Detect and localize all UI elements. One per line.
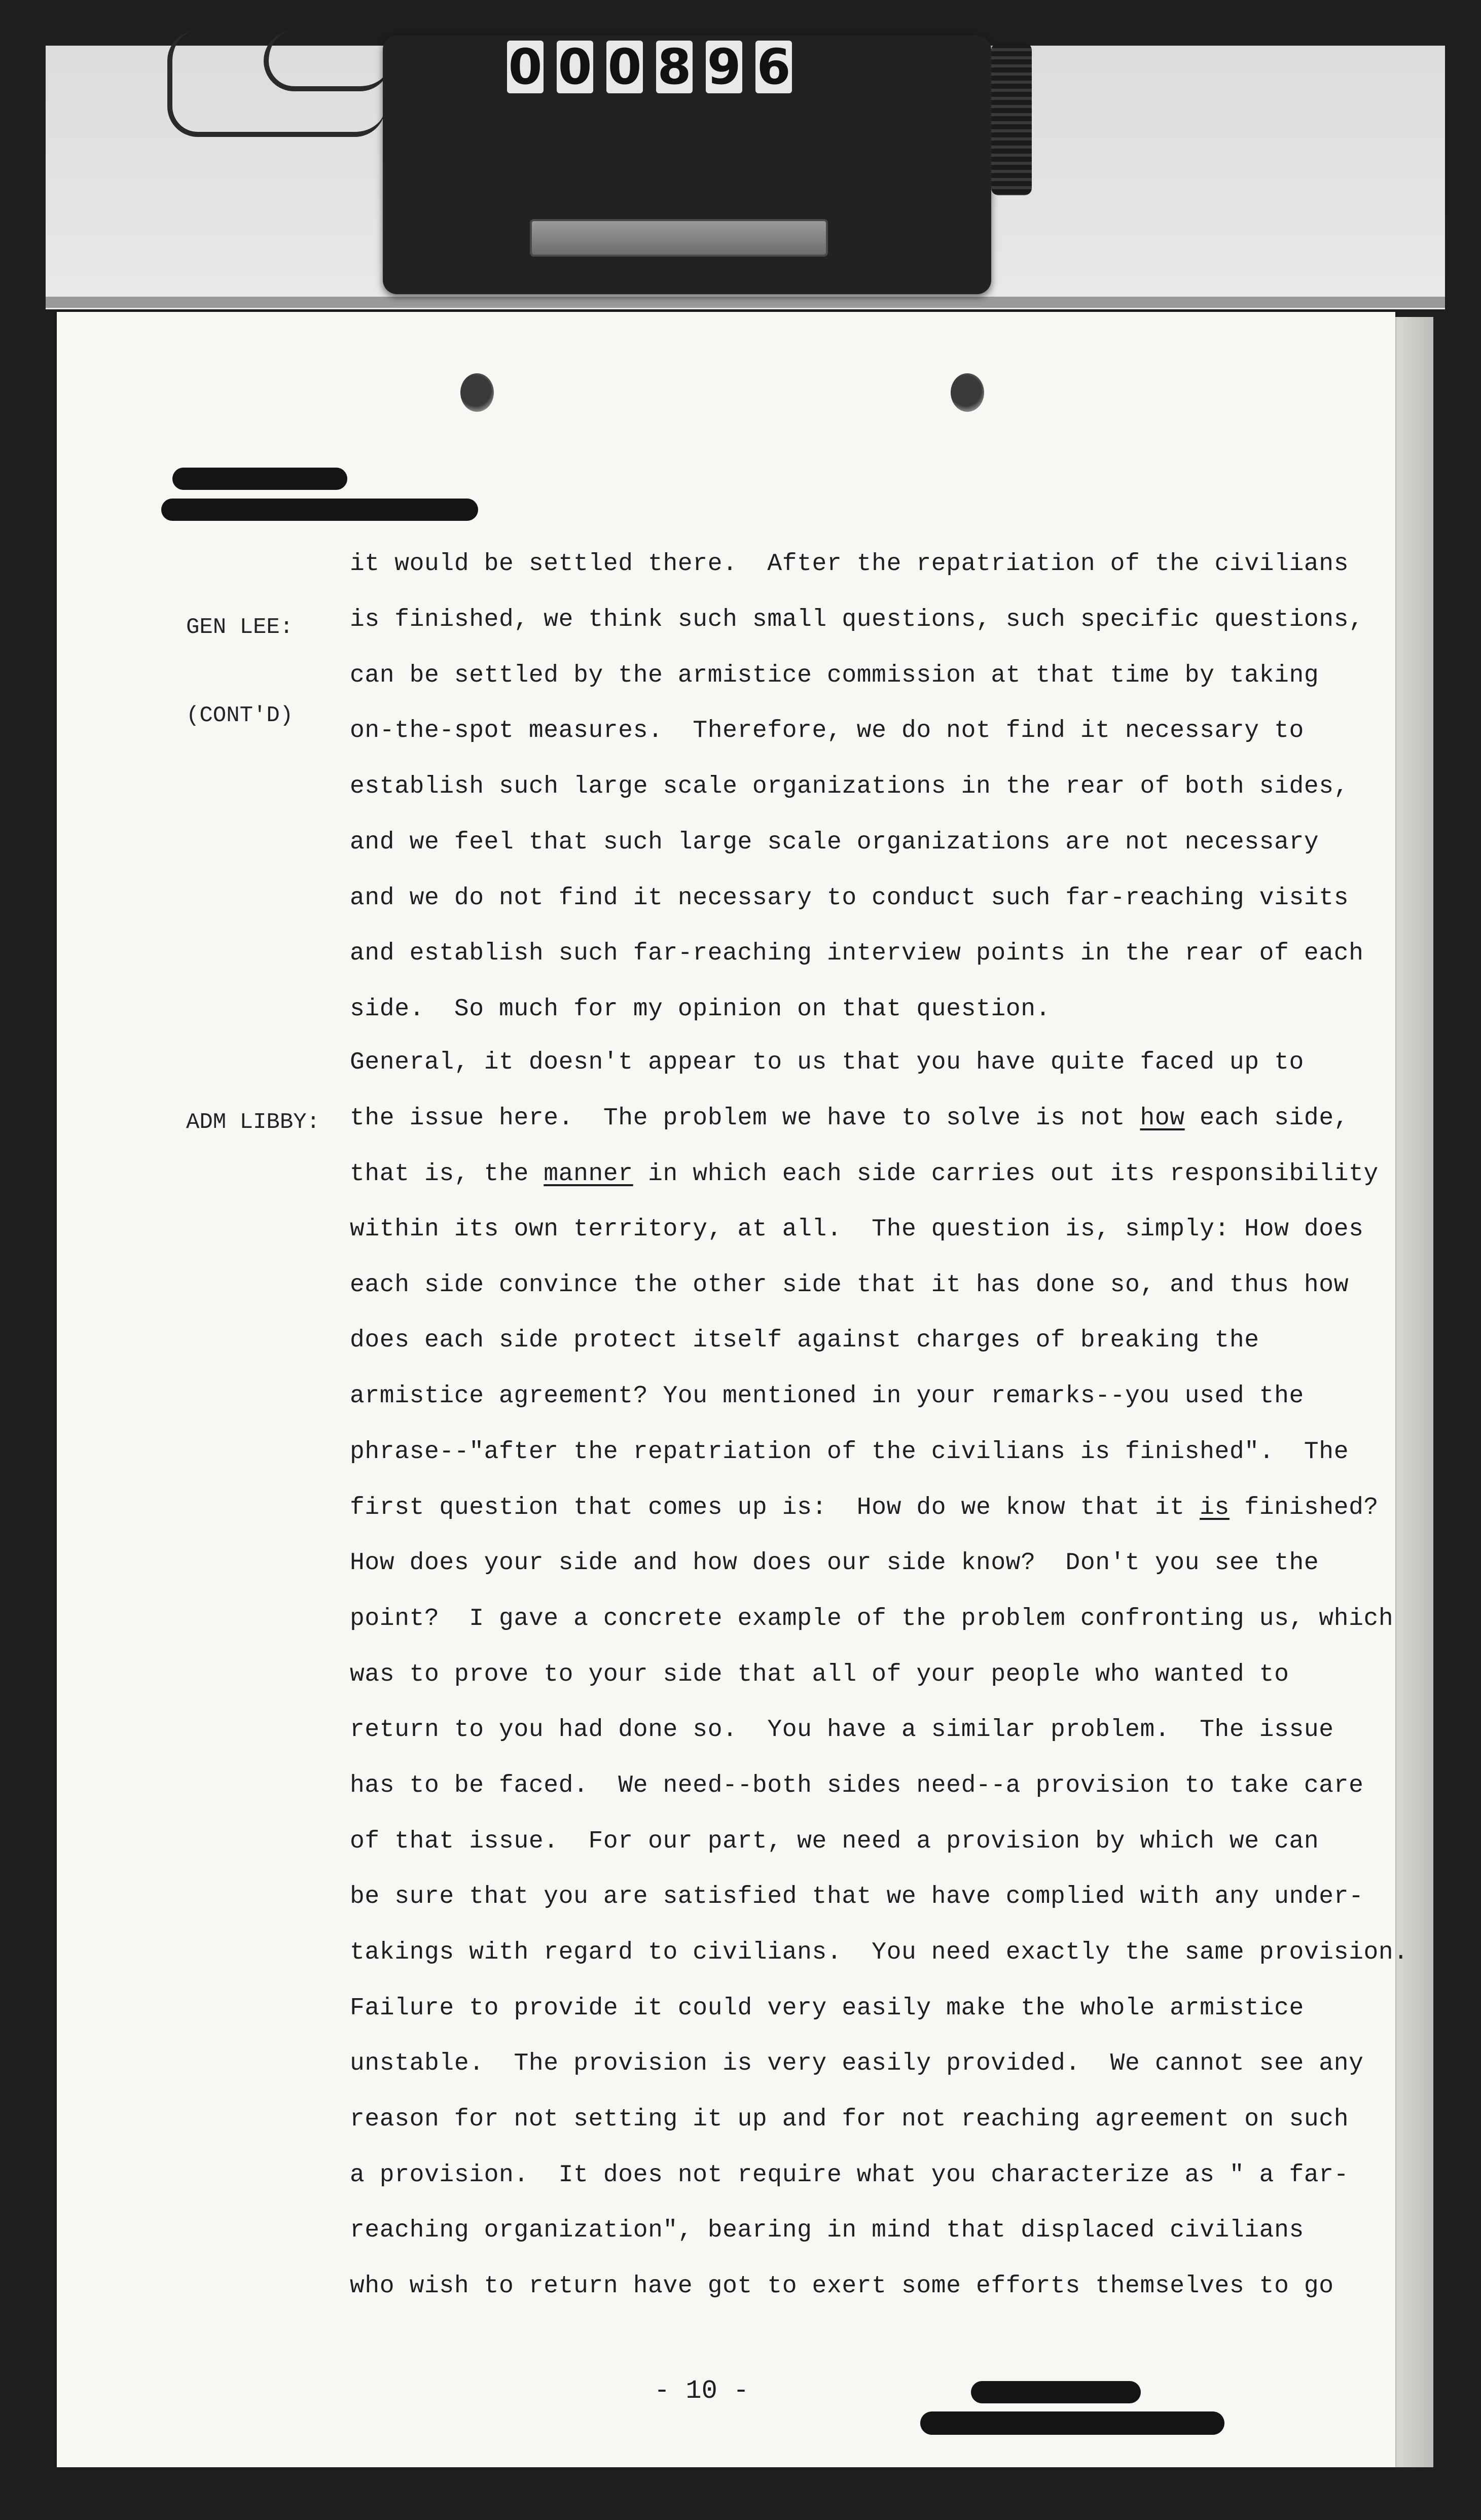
footer-redaction-top bbox=[971, 2381, 1141, 2403]
text-line: return to you had done so. You have a similar problem. The issue bbox=[350, 1716, 1334, 1744]
punch-hole-right bbox=[951, 373, 984, 412]
text-line: on-the-spot measures. Therefore, we do not find it necessary to bbox=[350, 717, 1304, 744]
counter-digit: 8 bbox=[656, 41, 693, 93]
speaker-gen-lee bbox=[186, 554, 293, 789]
text-line: and we do not find it necessary to conduct such far-reaching visits bbox=[350, 884, 1349, 912]
text-line: has to be faced. We need--both sides need--a provision to take care bbox=[350, 1772, 1364, 1799]
frame-counter-digits bbox=[507, 41, 792, 93]
speaker-continuation: (CONT'D) bbox=[186, 703, 294, 728]
text-line: unstable. The provision is very easily provided. We cannot see any bbox=[350, 2050, 1364, 2077]
text-line: of that issue. For our part, we need a provision by which we can bbox=[350, 1828, 1319, 1855]
text-line: does each side protect itself against charges of breaking the bbox=[350, 1327, 1259, 1354]
header-redaction-bottom bbox=[161, 499, 478, 521]
text-line: takings with regard to civilians. You need exactly the same provision. bbox=[350, 1939, 1408, 1966]
text-line: is finished, we think such small questions, such specific questions, bbox=[350, 606, 1364, 633]
text-line: point? I gave a concrete example of the problem confronting us, which bbox=[350, 1605, 1394, 1632]
film-backplate-edge bbox=[46, 297, 1445, 308]
footer-redaction-bottom bbox=[920, 2411, 1224, 2435]
counter-nameplate bbox=[530, 219, 828, 257]
speaker-adm-libby bbox=[186, 1049, 320, 1196]
text-line: establish such large scale organizations in the rear of both sides, bbox=[350, 773, 1349, 800]
text-line bbox=[350, 1494, 1379, 1521]
text-segment: finished? bbox=[1229, 1494, 1379, 1521]
text-segment: the issue here. The problem we have to solve is not bbox=[350, 1105, 1140, 1132]
text-line: each side convince the other side that it has done so, and thus how bbox=[350, 1271, 1349, 1299]
counter-knob bbox=[991, 43, 1032, 195]
counter-digit: 0 bbox=[557, 41, 593, 93]
text-line: it would be settled there. After the repatriation of the civilians bbox=[350, 550, 1349, 578]
text-line: who wish to return have got to exert some efforts themselves to go bbox=[350, 2273, 1334, 2300]
page-number: - 10 - bbox=[654, 2376, 749, 2406]
text-line bbox=[350, 1105, 1349, 1132]
underlined-word: manner bbox=[544, 1160, 633, 1188]
underlined-word: is bbox=[1200, 1494, 1230, 1521]
speaker-name: GEN LEE: bbox=[186, 615, 294, 640]
text-line: How does your side and how does our side know? Don't you see the bbox=[350, 1549, 1319, 1577]
text-segment: first question that comes up is: How do we know that it bbox=[350, 1494, 1200, 1521]
text-line: was to prove to your side that all of your people who wanted to bbox=[350, 1661, 1289, 1688]
text-line: Failure to provide it could very easily make the whole armistice bbox=[350, 1995, 1304, 2022]
text-segment: that is, the bbox=[350, 1160, 544, 1188]
text-line: can be settled by the armistice commission at that time by taking bbox=[350, 662, 1319, 689]
counter-digit: 6 bbox=[755, 41, 792, 93]
text-segment: in which each side carries out its responsibility bbox=[633, 1160, 1379, 1188]
punch-hole-left bbox=[460, 373, 494, 412]
text-line: side. So much for my opinion on that question. bbox=[350, 996, 1051, 1023]
counter-digit: 0 bbox=[507, 41, 544, 93]
text-line bbox=[350, 1160, 1379, 1188]
counter-digit: 9 bbox=[706, 41, 742, 93]
text-line: be sure that you are satisfied that we have complied with any under- bbox=[350, 1883, 1364, 1910]
underlined-word: how bbox=[1140, 1105, 1185, 1132]
paper-edge bbox=[1395, 317, 1433, 2467]
text-line: phrase--"after the repatriation of the civilians is finished". The bbox=[350, 1438, 1349, 1466]
text-line: reaching organization", bearing in mind that displaced civilians bbox=[350, 2217, 1304, 2244]
speaker-name: ADM LIBBY: bbox=[186, 1110, 320, 1135]
text-line: reason for not setting it up and for not reaching agreement on such bbox=[350, 2106, 1349, 2133]
text-line: armistice agreement? You mentioned in your remarks--you used the bbox=[350, 1382, 1304, 1410]
header-redaction-top bbox=[172, 468, 347, 490]
text-line: and establish such far-reaching interview points in the rear of each bbox=[350, 940, 1364, 967]
text-line: a provision. It does not require what you characterize as " a far- bbox=[350, 2161, 1349, 2189]
text-segment: each side, bbox=[1184, 1105, 1349, 1132]
counter-digit: 0 bbox=[606, 41, 643, 93]
text-line: within its own territory, at all. The question is, simply: How does bbox=[350, 1216, 1364, 1243]
text-line: General, it doesn't appear to us that you have quite faced up to bbox=[350, 1049, 1304, 1076]
text-line: and we feel that such large scale organizations are not necessary bbox=[350, 829, 1319, 856]
counter-cable-second bbox=[264, 30, 390, 91]
